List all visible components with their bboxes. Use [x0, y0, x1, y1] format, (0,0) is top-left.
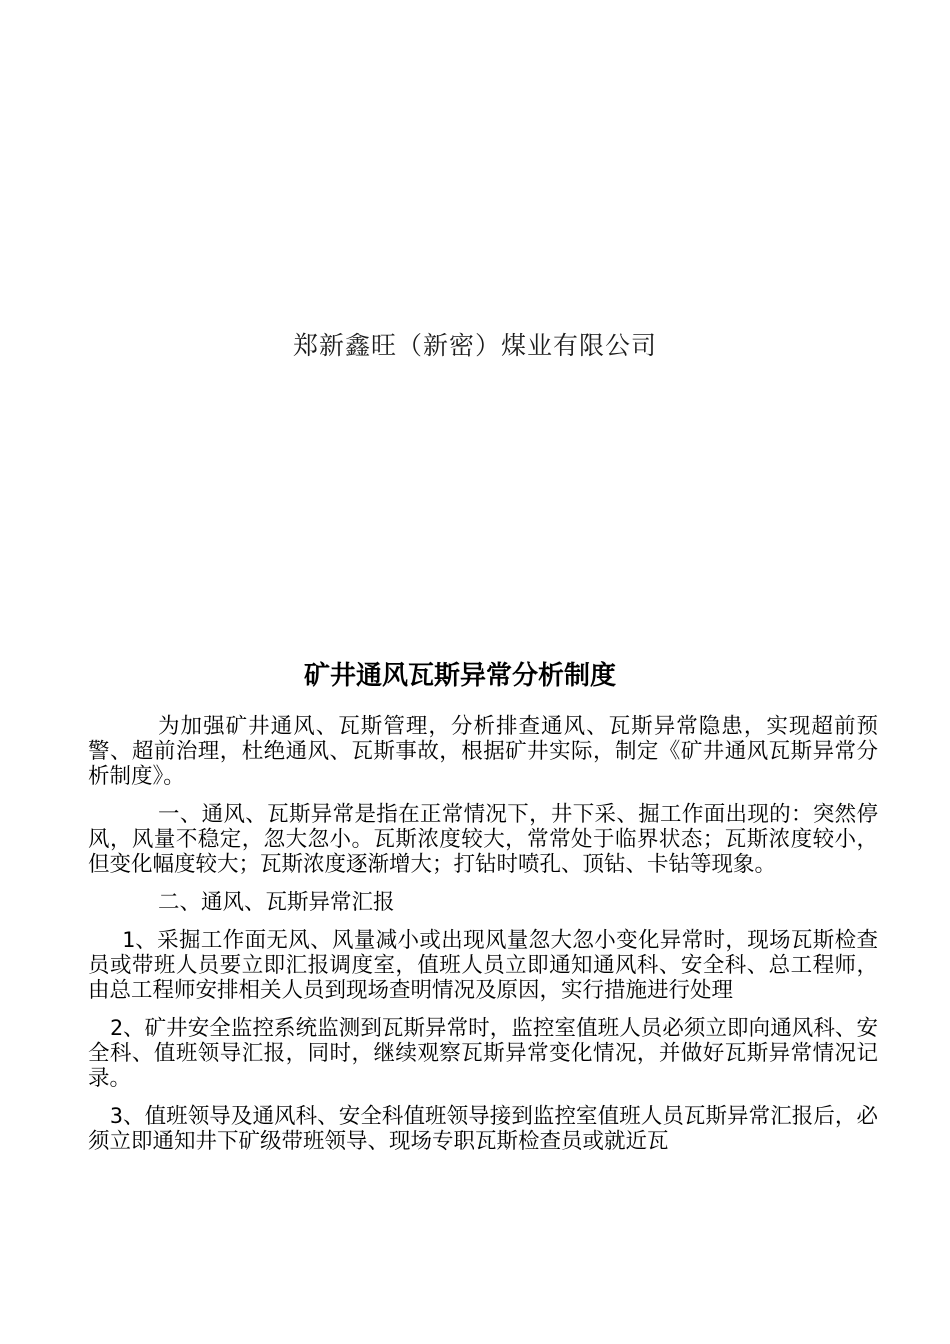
paragraph-item-2: 2、矿井安全监控系统监测到瓦斯异常时，监控室值班人员必须立即向通风科、安全科、值班领导汇报，同时，继续观察瓦斯异常变化情况，并做好瓦斯异常情况记录。 [88, 1016, 878, 1091]
paragraph-section-2-heading: 二、通风、瓦斯异常汇报 [158, 890, 395, 915]
document-body [88, 714, 878, 1167]
company-name: 郑新鑫旺（新密）煤业有限公司 [292, 331, 657, 360]
document-title: 矿井通风瓦斯异常分析制度 [303, 661, 616, 691]
paragraph-item-3: 3、值班领导及通风科、安全科值班领导接到监控室值班人员瓦斯异常汇报后，必须立即通知井下矿级带班领导、现场专职瓦斯检查员或就近瓦 [88, 1104, 878, 1154]
paragraph-intro: 为加强矿井通风、瓦斯管理，分析排查通风、瓦斯异常隐患，实现超前预警、超前治理，杜绝通风、瓦斯事故，根据矿井实际，制定《矿井通风瓦斯异常分析制度》。 [88, 714, 878, 789]
paragraph-section-1: 一、通风、瓦斯异常是指在正常情况下，井下采、掘工作面出现的：突然停风，风量不稳定，忽大忽小。瓦斯浓度较大，常常处于临界状态；瓦斯浓度较小，但变化幅度较大；瓦斯浓度逐渐增大；打钻时喷孔、顶钻、卡钻等现象。 [88, 802, 878, 877]
paragraph-item-1: 1、采掘工作面无风、风量减小或出现风量忽大忽小变化异常时，现场瓦斯检查员或带班人员要立即汇报调度室，值班人员立即通知通风科、安全科、总工程师，由总工程师安排相关人员到现场查明情况及原因，实行措施进行处理 [88, 928, 878, 1003]
